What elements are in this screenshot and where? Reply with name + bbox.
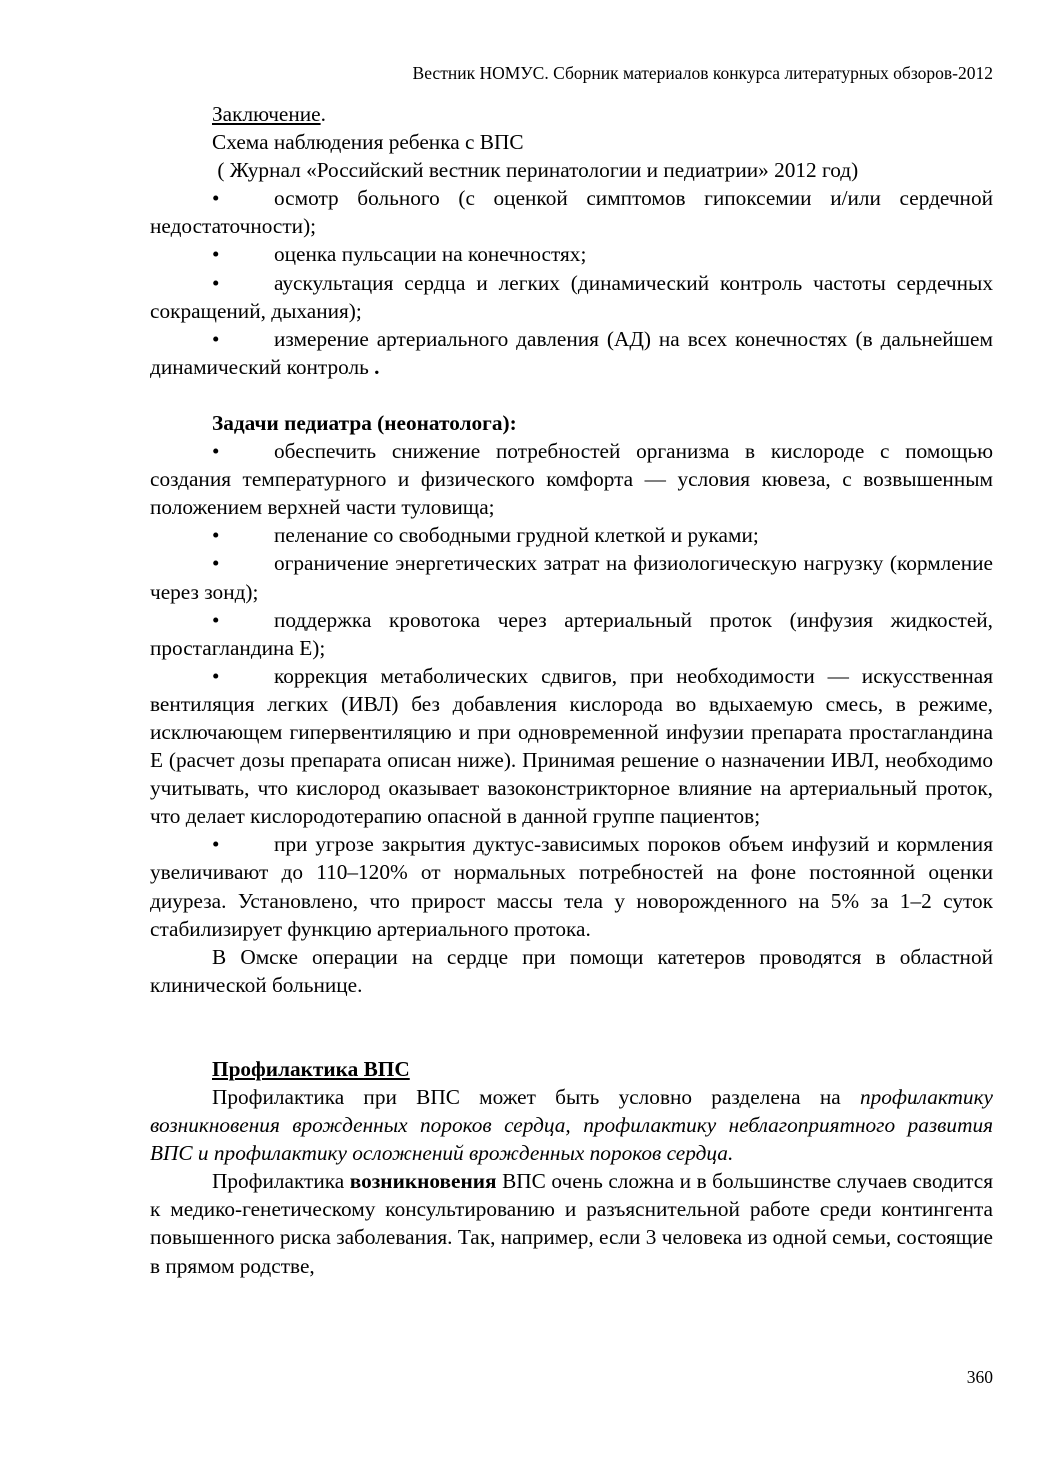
conclusion-heading-period: . (320, 102, 326, 126)
spacer (150, 999, 993, 1055)
tasks-bullet (150, 549, 993, 605)
bullet-text: обеспечить снижение потребностей организма в кислороде с помощью создания температурного и физического комфорта — условия кювеза, с возвышенным положением верхней части туловища; (150, 439, 993, 520)
scheme-source: ( Журнал «Российский вестник перинатологии и педиатрии» 2012 год) (212, 158, 859, 183)
page-number: 360 (966, 1367, 993, 1387)
bullet-marker: • (212, 663, 220, 688)
running-header: Вестник НОМУС. Сборник материалов конкурса литературных обзоров-2012 (412, 63, 993, 83)
bullet-text: оценка пульсации на конечностях; (274, 242, 587, 267)
bullet-marker: • (212, 832, 220, 857)
bullet-text: коррекция метаболических сдвигов, при необходимости — искусственная вентиляция легких (ИВЛ) без добавления кислорода во вдыхаемую смесь, в режиме, исключающем гипервентиляцию и при одновременной инфузии препарата простагландина Е (расчет дозы препарата описан ниже). Принимая решение о назначении ИВЛ, необходимо учитывать, что кислород оказывает вазоконстрикторное влияние на артериальный проток, что делает кислородотерапию опасной в данной группе пациентов; (150, 663, 993, 829)
prevention-heading: Профилактика ВПС (212, 1056, 410, 1081)
bullet-marker: • (212, 270, 220, 295)
bullet-text: ограничение энергетических затрат на физиологическую нагрузку (кормление через зонд); (150, 551, 993, 604)
conclusion-bullet (150, 269, 993, 325)
bullet-text: поддержка кровотока через артериальный проток (инфузия жидкостей, простагландина Е); (150, 607, 993, 660)
bullet-marker: • (212, 439, 220, 464)
omsk-paragraph: В Омске операции на сердце при помощи катетеров проводятся в областной клинической больнице. (150, 944, 993, 997)
bullet-text: измерение артериального давления (АД) на всех конечностях (в дальнейшем динамический контроль (150, 326, 993, 379)
conclusion-bullet (150, 184, 993, 240)
conclusion-bullet (150, 325, 993, 381)
tasks-heading: Задачи педиатра (неонатолога): (212, 410, 517, 435)
prevention-p1-text: Профилактика при ВПС может быть условно разделена на (212, 1085, 860, 1109)
tasks-bullet (150, 521, 993, 549)
bullet-marker: • (212, 551, 220, 576)
conclusion-bullet (150, 240, 993, 268)
bullet-text: аускультация сердца и легких (динамический контроль частоты сердечных сокращений, дыхания); (150, 270, 993, 323)
scheme-title: Схема наблюдения ребенка с ВПС (212, 130, 524, 155)
tasks-bullet (150, 437, 993, 521)
conclusion-heading-line (150, 100, 993, 128)
tasks-bullet (150, 662, 993, 831)
bullet-text: при угрозе закрытия дуктус-зависимых пороков объем инфузий и кормления увеличивают до 110–120% от нормальных потребностей на фоне постоянной оценки диуреза. Установлено, что прирост массы тела у новорожденного на 5% за 1–2 суток стабилизирует функцию артериального протока. (150, 832, 993, 941)
spacer (150, 381, 993, 409)
bullet-marker: • (212, 242, 220, 267)
bullet-text: осмотр больного (с оценкой симптомов гипоксемии и/или сердечной недостаточности); (150, 186, 993, 239)
body-text (150, 100, 993, 1280)
bullet-marker: • (212, 326, 220, 351)
bullet-marker: • (212, 186, 220, 211)
prevention-p2-text: Профилактика (212, 1169, 350, 1194)
prevention-p2-rest: ВПС очень сложна и в большинстве случаев сводится к медико-генетическому консультированию и разъяснительной работе среди контингента повышенного риска заболевания. Так, например, если 3 человека из одной семьи, состоящие в прямом родстве, (150, 1169, 993, 1278)
bullet-text: пеленание со свободными грудной клеткой и руками; (274, 523, 759, 548)
bullet-marker: • (212, 607, 220, 632)
prevention-paragraph-2 (150, 1167, 993, 1279)
conclusion-heading: Заключение (212, 102, 321, 126)
prevention-p1-italic: профилактику возникновения врожденных пороков сердца, профилактику неблагоприятного развития ВПС и профилактику осложнений врожденных пороков сердца. (150, 1085, 993, 1166)
prevention-p2-bold: возникновения (349, 1169, 497, 1194)
tasks-bullet (150, 830, 993, 942)
bullet-end: . (368, 354, 380, 379)
bullet-marker: • (212, 523, 220, 548)
prevention-paragraph-1 (150, 1083, 993, 1167)
tasks-bullet (150, 606, 993, 662)
